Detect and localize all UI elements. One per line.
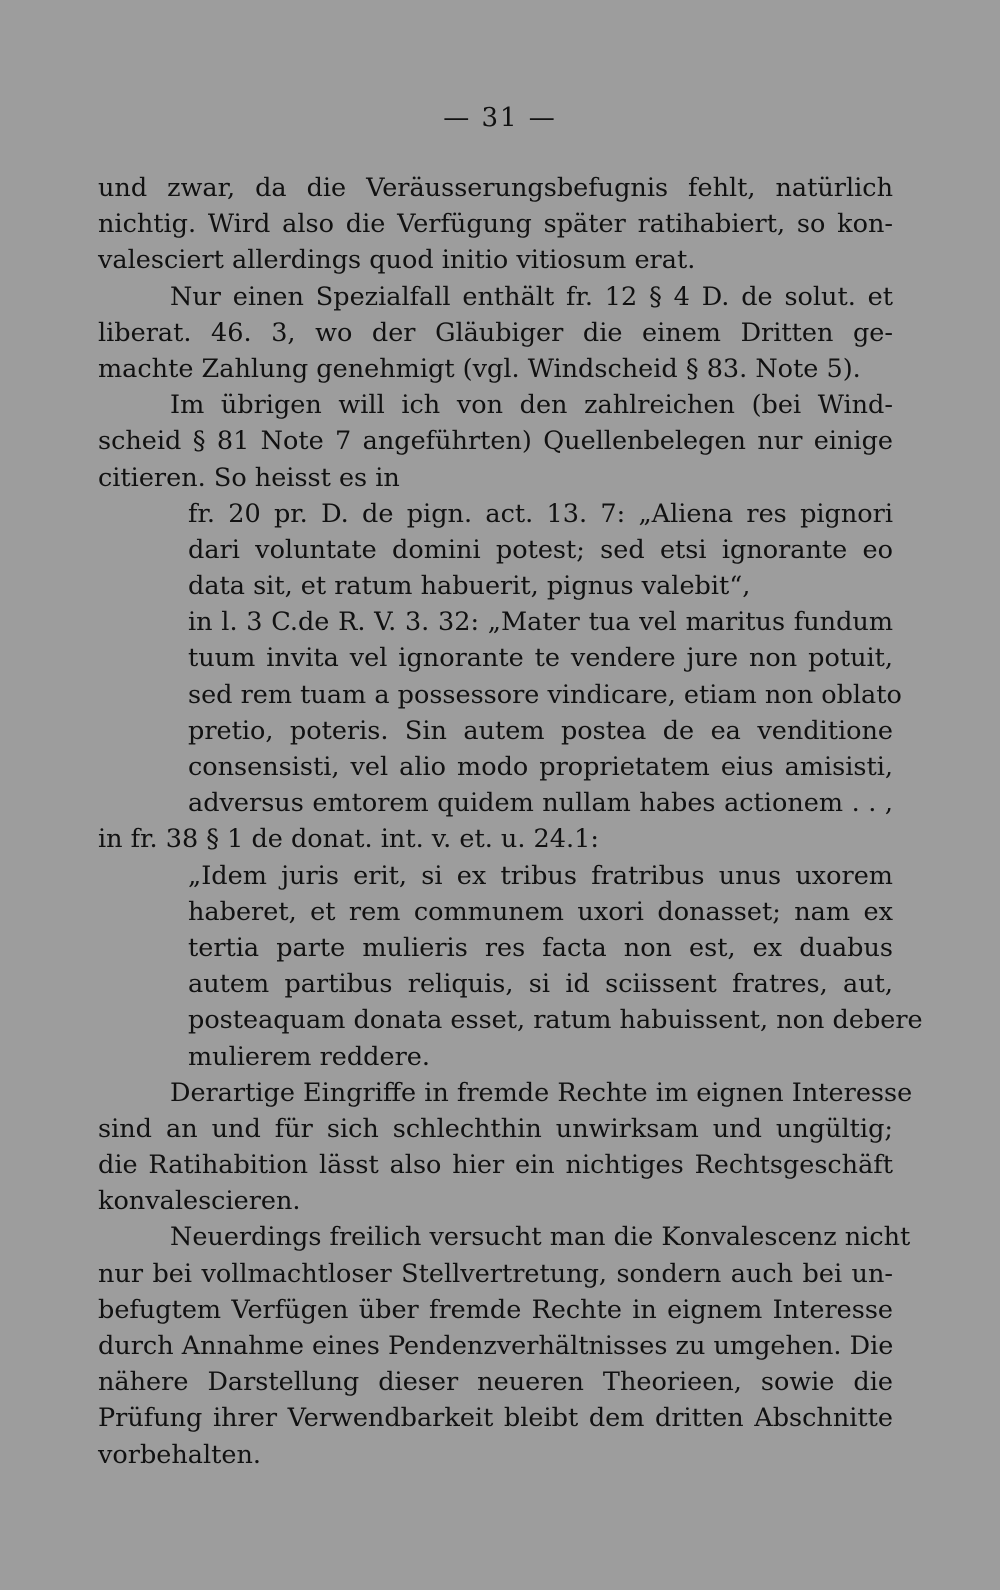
text-line: Derartige Eingriffe in fremde Rechte im eignen Interesse	[170, 1077, 913, 1108]
text-line: in l. 3 C.de R. V. 3. 32: „Mater tua vel maritus fundum	[188, 607, 893, 638]
text-line: citieren. So heisst es in	[98, 462, 400, 493]
text-line: posteaquam donata esset, ratum habuissent, non debere	[188, 1005, 923, 1036]
text-line: nur bei vollmachtloser Stellvertretung, sondern auch bei un-	[98, 1258, 893, 1289]
text-line: consensisti, vel alio modo proprietatem eius amisisti,	[188, 752, 893, 782]
text-line: autem partibus reliquis, si id sciissent fratres, aut,	[188, 969, 893, 1000]
text-line: mulierem reddere.	[188, 1041, 430, 1072]
text-line: scheid § 81 Note 7 angeführten) Quellenbelegen nur einige	[98, 426, 893, 457]
text-line: valesciert allerdings quod initio vitiosum erat.	[98, 245, 696, 276]
text-line: Nur einen Spezialfall enthält fr. 12 § 4 D. de solut. et	[170, 281, 893, 312]
page-number: — 31 —	[443, 103, 557, 133]
text-line: „Idem juris erit, si ex tribus fratribus unus uxorem	[188, 860, 893, 891]
body-text	[98, 170, 923, 1473]
text-line: und zwar, da die Veräusserungsbefugnis fehlt, natürlich	[98, 173, 893, 203]
text-line: liberat. 46. 3, wo der Gläubiger die einem Dritten ge-	[98, 317, 893, 348]
text-line: Neuerdings freilich versucht man die Konvalescenz nicht	[170, 1222, 911, 1253]
text-line: durch Annahme eines Pendenzverhältnisses zu umgehen. Die	[98, 1331, 894, 1361]
text-line: machte Zahlung genehmigt (vgl. Windscheid § 83. Note 5).	[98, 353, 861, 384]
text-line: dari voluntate domini potest; sed etsi ignorante eo	[188, 534, 893, 565]
text-line: befugtem Verfügen über fremde Rechte in eignem Interesse	[98, 1294, 893, 1325]
text-line: nähere Darstellung dieser neueren Theorieen, sowie die	[98, 1367, 893, 1398]
text-line: tertia parte mulieris res facta non est, ex duabus	[188, 932, 893, 963]
text-line: sed rem tuam a possessore vindicare, etiam non oblato	[188, 679, 902, 710]
text-line: Im übrigen will ich von den zahlreichen (bei Wind-	[170, 390, 893, 421]
text-line: konvalescieren.	[98, 1186, 301, 1217]
text-line: adversus emtorem quidem nullam habes actionem . . ,	[188, 788, 893, 819]
text-line: in fr. 38 § 1 de donat. int. v. et. u. 24.1:	[98, 824, 599, 855]
text-line: haberet, et rem communem uxori donasset; nam ex	[188, 896, 893, 927]
text-line: die Ratihabition lässt also hier ein nichtiges Rechtsgeschäft	[98, 1150, 893, 1181]
text-line: nichtig. Wird also die Verfügung später ratihabiert, so kon-	[98, 209, 893, 240]
text-line: tuum invita vel ignorante te vendere jure non potuit,	[188, 643, 893, 674]
text-line: data sit, et ratum habuerit, pignus valebit“,	[188, 571, 751, 602]
text-line: Prüfung ihrer Verwendbarkeit bleibt dem dritten Abschnitte	[98, 1403, 893, 1434]
text-line: fr. 20 pr. D. de pign. act. 13. 7: „Aliena res pignori	[188, 498, 893, 529]
text-line: sind an und für sich schlechthin unwirksam und ungültig;	[98, 1113, 893, 1144]
text-line: pretio, poteris. Sin autem postea de ea venditione	[188, 715, 893, 746]
text-line: vorbehalten.	[98, 1439, 262, 1470]
